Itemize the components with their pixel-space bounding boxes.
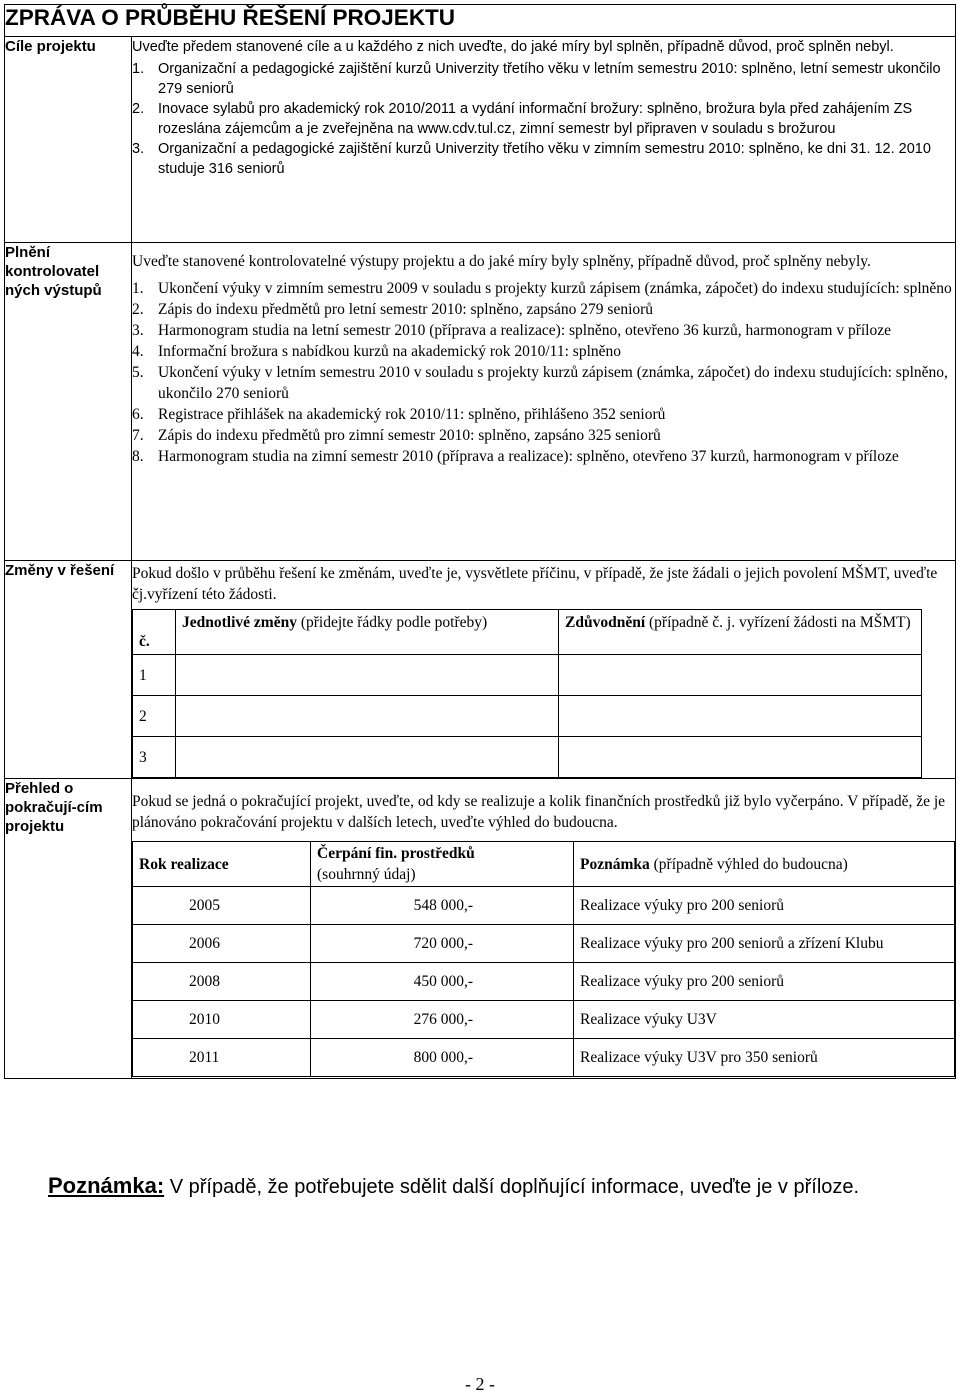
- changes-instruction: Pokud došlo v průběhu řešení ke změnám, uveďte je, vysvětlete příčinu, v případě, že jste žádali o jejich povolení MŠMT, uveďte čj.vyřízení této žádosti.: [132, 565, 938, 603]
- funding-col-amount: Čerpání fin. prostředků (souhrnný údaj): [311, 842, 574, 887]
- funding-year: 2011: [133, 1039, 311, 1077]
- funding-table: [132, 841, 955, 1077]
- funding-amount: 450 000,-: [311, 963, 574, 1001]
- funding-row: [133, 887, 955, 925]
- changes-col-num: č.: [133, 610, 176, 655]
- changes-row-num: 2: [133, 696, 176, 737]
- funding-amount: 276 000,-: [311, 1001, 574, 1039]
- changes-row-num: 1: [133, 655, 176, 696]
- changes-row: [133, 737, 922, 778]
- outputs-list: [132, 278, 955, 467]
- funding-year: 2006: [133, 925, 311, 963]
- funding-row: [133, 963, 955, 1001]
- funding-row: [133, 1001, 955, 1039]
- goal-item: 3. Organizační a pedagogické zajištění kurzů Univerzity třetího věku v zimním semestru 2010: splněno, ke dni 31. 12. 2010 studuje 316 seniorů: [132, 141, 931, 177]
- output-item: 1. Ukončení výuky v zimním semestru 2009 v souladu s projekty kurzů zápisem (známka, zápočet) do indexu studujících: splněno: [132, 280, 952, 297]
- output-item: 8. Harmonogram studia na zimní semestr 2010 (příprava a realizace): splněno, otevřeno 37 kurzů, harmonogram v příloze: [132, 448, 899, 465]
- funding-note: Realizace výuky pro 200 seniorů: [574, 963, 955, 1001]
- funding-col-year: Rok realizace: [133, 842, 311, 887]
- page-number: - 2 -: [465, 1374, 495, 1394]
- outputs-instruction: Uveďte stanovené kontrolovatelné výstupy projektu a do jaké míry byly splněny, případně důvod, proč splněny nebyly.: [132, 253, 871, 270]
- funding-year: 2008: [133, 963, 311, 1001]
- changes-header-row: [133, 610, 922, 655]
- funding-col-note: Poznámka (případně výhled do budoucna): [574, 842, 955, 887]
- changes-row: [133, 655, 922, 696]
- output-item: 6. Registrace přihlášek na akademický rok 2010/11: splněno, přihlášeno 352 seniorů: [132, 406, 666, 423]
- outputs-section: [132, 243, 956, 561]
- changes-col-change: Jednotlivé změny (přidejte řádky podle potřeby): [176, 610, 559, 655]
- changes-label: Změny v řešení: [5, 561, 132, 779]
- output-item: 4. Informační brožura s nabídkou kurzů na akademický rok 2010/11: splněno: [132, 343, 622, 360]
- funding-year: 2005: [133, 887, 311, 925]
- outputs-label: Plnění kontrolovatel ných výstupů: [5, 243, 132, 561]
- funding-note: Realizace výuky U3V: [574, 1001, 955, 1039]
- funding-year: 2010: [133, 1001, 311, 1039]
- funding-header-row: [133, 842, 955, 887]
- funding-note: Realizace výuky pro 200 seniorů a zřízení Klubu: [574, 925, 955, 963]
- changes-row-change: [176, 696, 559, 737]
- funding-note: Realizace výuky U3V pro 350 seniorů: [574, 1039, 955, 1077]
- funding-amount: 720 000,-: [311, 925, 574, 963]
- footer-note-label: Poznámka:: [48, 1173, 165, 1198]
- funding-amount: 800 000,-: [311, 1039, 574, 1077]
- output-item: 5. Ukončení výuky v letním semestru 2010 v souladu s projekty kurzů zápisem (známka, zápočet) do indexu studujících: splněno, ukončilo 270 seniorů: [132, 364, 948, 402]
- changes-table: [132, 609, 922, 778]
- output-item: 3. Harmonogram studia na letní semestr 2010 (příprava a realizace): splněno, otevřeno 36 kurzů, harmonogram v příloze: [132, 322, 891, 339]
- goals-section: [132, 37, 956, 243]
- changes-section: [132, 561, 956, 779]
- continuing-instruction: Pokud se jedná o pokračující projekt, uveďte, od kdy se realizuje a kolik finančních prostředků již bylo vyčerpáno. V případě, že je plánováno pokračování projektu v dalších letech, uveďte výhled do budoucna.: [132, 793, 946, 831]
- changes-row: [133, 696, 922, 737]
- goals-instruction: Uveďte předem stanovené cíle a u každého z nich uveďte, do jaké míry byl splněn, případně důvod, proč splněn nebyl.: [132, 39, 894, 55]
- changes-col-reason: Zdůvodnění (případně č. j. vyřízení žádosti na MŠMT): [559, 610, 922, 655]
- changes-row-change: [176, 737, 559, 778]
- changes-row-num: 3: [133, 737, 176, 778]
- goal-item: 1. Organizační a pedagogické zajištění kurzů Univerzity třetího věku v letním semestru 2010: splněno, letní semestr ukončilo 279 seniorů: [132, 61, 941, 97]
- goals-list: [132, 59, 955, 179]
- goals-label: Cíle projektu: [5, 37, 132, 243]
- report-form: [4, 4, 956, 1079]
- report-title: ZPRÁVA O PRŮBĚHU ŘEŠENÍ PROJEKTU: [5, 5, 956, 37]
- funding-note: Realizace výuky pro 200 seniorů: [574, 887, 955, 925]
- changes-row-reason: [559, 696, 922, 737]
- changes-row-change: [176, 655, 559, 696]
- output-item: 7. Zápis do indexu předmětů pro zimní semestr 2010: splněno, zapsáno 325 seniorů: [132, 427, 661, 444]
- changes-row-reason: [559, 655, 922, 696]
- footer-note-text: V případě, že potřebujete sdělit další doplňující informace, uveďte je v příloze.: [169, 1176, 860, 1198]
- changes-row-reason: [559, 737, 922, 778]
- funding-row: [133, 1039, 955, 1077]
- funding-amount: 548 000,-: [311, 887, 574, 925]
- goal-item: 2. Inovace sylabů pro akademický rok 2010/2011 a vydání informační brožury: splněno, brožura byla před zahájením ZS rozeslána zájemcům a je zveřejněna na www.cdv.tul.cz, zimní semestr byl připraven v souladu s brožurou: [132, 101, 913, 137]
- footer-note: [48, 1173, 859, 1199]
- funding-row: [133, 925, 955, 963]
- continuing-section: [132, 779, 956, 1079]
- output-item: 2. Zápis do indexu předmětů pro letní semestr 2010: splněno, zapsáno 279 seniorů: [132, 301, 654, 318]
- continuing-label: Přehled o pokračují-cím projektu: [5, 779, 132, 1079]
